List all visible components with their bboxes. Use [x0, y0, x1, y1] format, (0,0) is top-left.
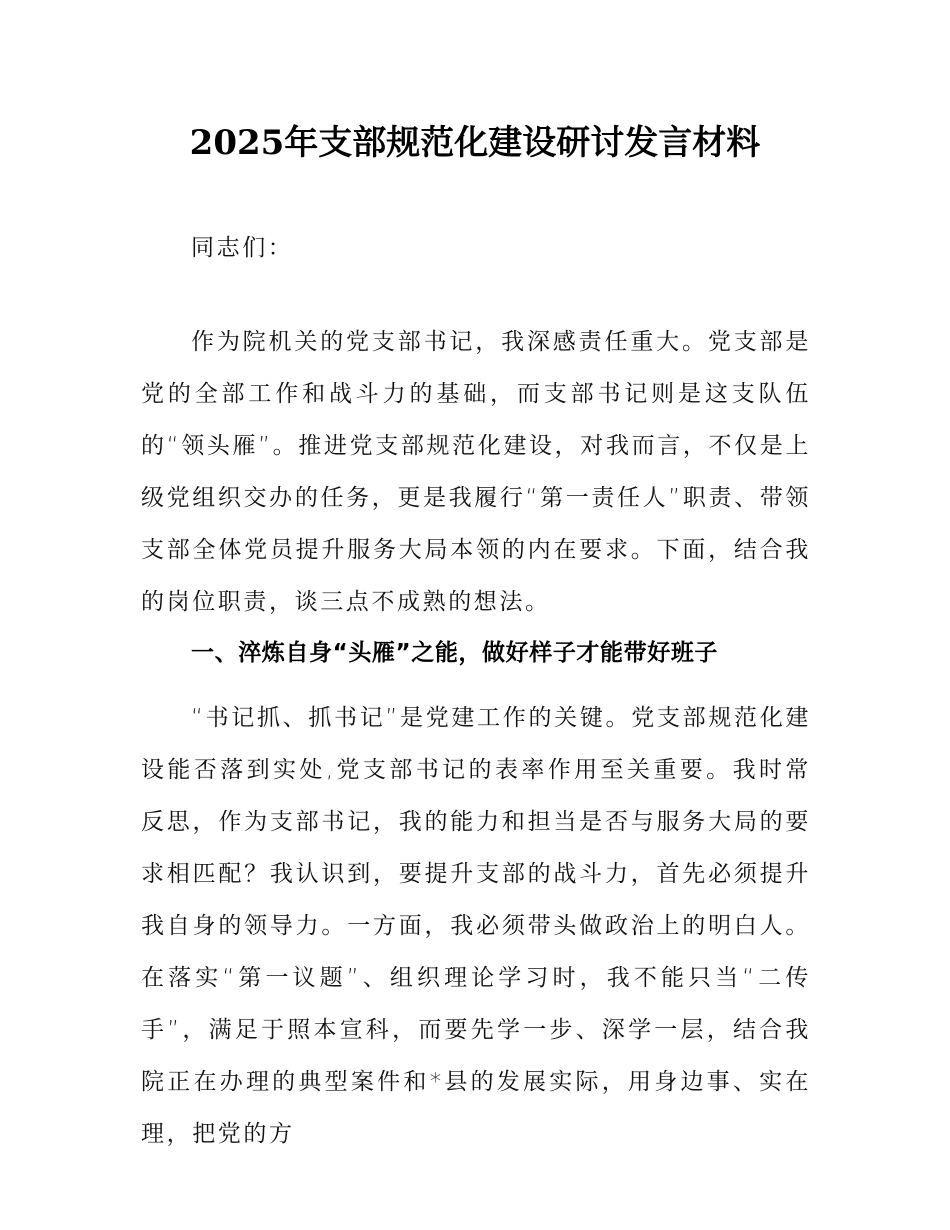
- document-title: 2025年支部规范化建设研讨发言材料: [189, 123, 761, 163]
- section-1-paragraph: “书记抓、抓书记”是党建工作的关键。党支部规范化建设能否落到实处,党支部书记的表率作用至关重要。我时常反思，作为支部书记，我的能力和担当是否与服务大局的要求相匹配？我认识到，要提升支部的战斗力，首先必须提升我自身的领导力。一方面，我必须带头做政治上的明白人。在落实“第一议题”、组织理论学习时，我不能只当“二传手”，满足于照本宣科，而要先学一步、深学一层，结合我院正在办理的典型案件和*县的发展实际，用身边事、实在理，把党的方: [141, 705, 811, 1147]
- section-heading-1: 一、淬炼自身“头雁”之能，做好样子才能带好班子: [191, 640, 719, 666]
- greeting-paragraph: 同志们：: [191, 235, 294, 261]
- intro-paragraph: 作为院机关的党支部书记，我深感责任重大。党支部是党的全部工作和战斗力的基础，而支部书记则是这支队伍的“领头雁”。推进党支部规范化建设，对我而言，不仅是上级党组织交办的任务，更是我履行“第一责任人”职责、带领支部全体党员提升服务大局本领的内在要求。下面，结合我的岗位职责，谈三点不成熟的想法。: [141, 329, 811, 615]
